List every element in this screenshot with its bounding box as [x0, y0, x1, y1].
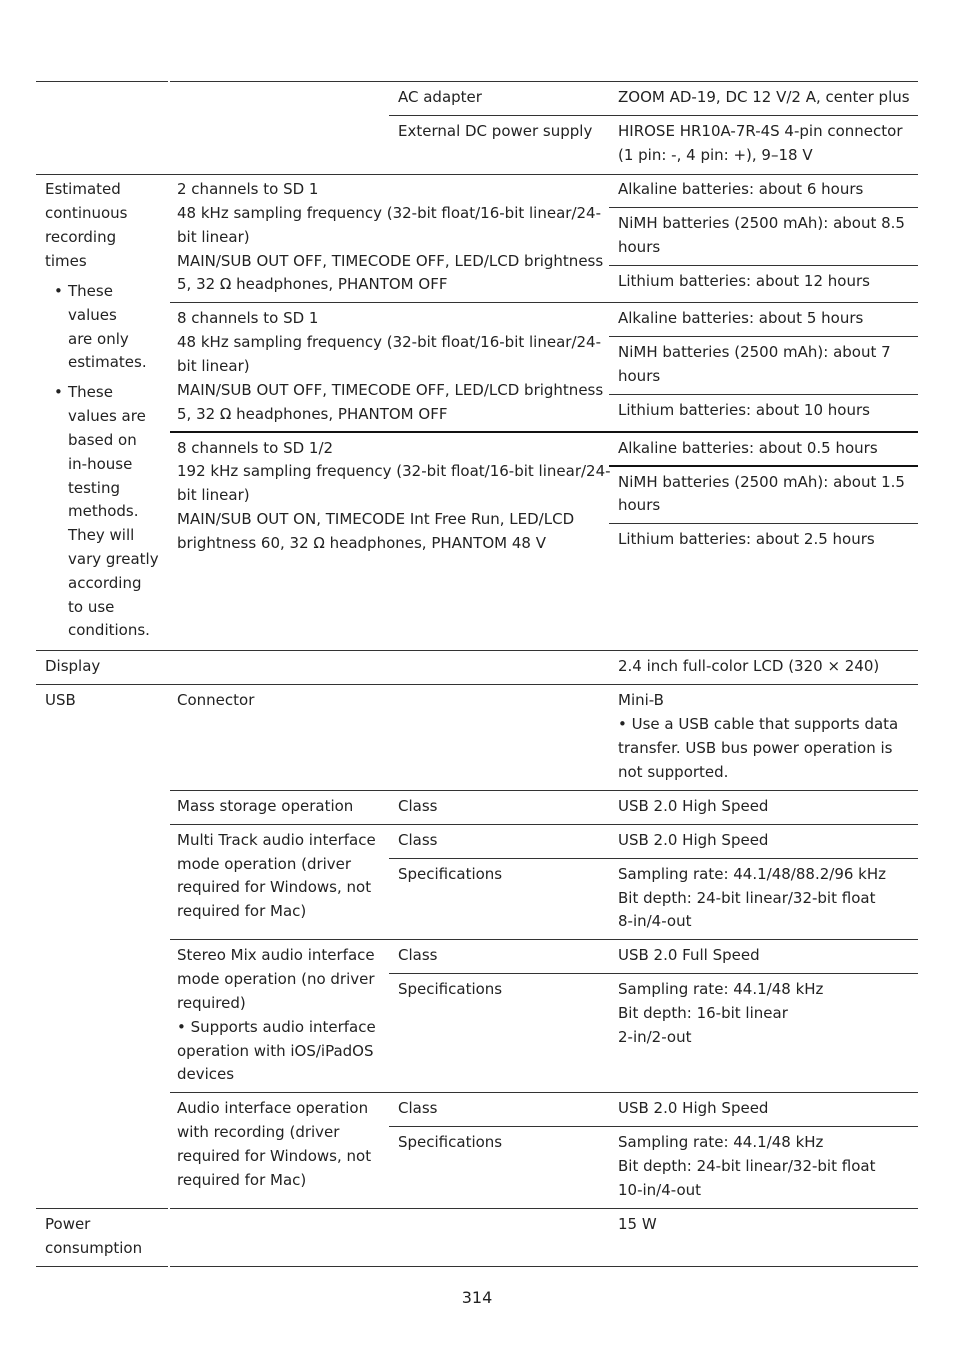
rec-if-label: with recording (driver — [177, 1123, 340, 1141]
row-divider — [170, 1092, 918, 1093]
multitrack-label: required for Mac) — [177, 902, 307, 920]
recording-condition: 48 kHz sampling frequency (32-bit float/16-bit linear/24- — [177, 204, 601, 222]
stereomix-label: required) — [177, 994, 246, 1012]
multitrack-label: required for Windows, not — [177, 878, 372, 896]
row-divider — [609, 207, 918, 208]
lithium-time: Lithium batteries: about 12 hours — [618, 272, 870, 290]
lithium-time: Lithium batteries: about 10 hours — [618, 401, 870, 419]
multitrack-label: mode operation (driver — [177, 855, 352, 873]
recording-condition: brightness 60, 32 Ω headphones, PHANTOM 48 V — [177, 534, 546, 552]
row-divider — [609, 336, 918, 337]
row-divider — [36, 1208, 168, 1209]
recording-condition: 8 channels to SD 1 — [177, 309, 319, 327]
row-divider — [609, 465, 918, 467]
row-divider — [609, 394, 918, 395]
usb-connector-value: Mini-B — [618, 691, 664, 709]
row-divider — [609, 523, 918, 524]
rec-if-spec-value: Bit depth: 24-bit linear/32-bit float — [618, 1157, 876, 1175]
recording-times-note-2: testing — [68, 479, 121, 497]
row-divider — [389, 1126, 918, 1127]
row-divider — [170, 824, 918, 825]
row-divider — [389, 115, 918, 116]
rec-if-class-value: USB 2.0 High Speed — [618, 1099, 769, 1117]
rec-if-label: required for Mac) — [177, 1171, 307, 1189]
stereomix-spec-label: Specifications — [398, 980, 503, 998]
row-divider — [170, 939, 918, 940]
recording-condition: MAIN/SUB OUT OFF, TIMECODE OFF, LED/LCD brightness — [177, 252, 604, 270]
nimh-time: hours — [618, 367, 661, 385]
recording-times-note-2: values are — [68, 407, 146, 425]
recording-times-label: recording — [45, 228, 117, 246]
recording-condition: 8 channels to SD 1/2 — [177, 439, 334, 457]
recording-condition: bit linear) — [177, 357, 250, 375]
usb-connector-note: not supported. — [618, 763, 729, 781]
multitrack-spec-value: 8-in/4-out — [618, 912, 692, 930]
recording-condition: 192 kHz sampling frequency (32-bit float/16-bit linear/24- — [177, 462, 611, 480]
mass-storage-label: Mass storage operation — [177, 797, 354, 815]
usb-connector-note: transfer. USB bus power operation is — [618, 739, 893, 757]
row-divider — [170, 431, 918, 433]
recording-condition: MAIN/SUB OUT OFF, TIMECODE OFF, LED/LCD brightness — [177, 381, 604, 399]
alkaline-time: Alkaline batteries: about 0.5 hours — [618, 439, 878, 457]
rec-if-spec-label: Specifications — [398, 1133, 503, 1151]
page-number: 314 — [461, 1288, 493, 1307]
multitrack-spec-label: Specifications — [398, 865, 503, 883]
recording-times-note-2: in-house — [68, 455, 133, 473]
row-divider — [36, 174, 918, 175]
stereomix-note: operation with iOS/iPadOS — [177, 1042, 374, 1060]
recording-times-note-2: methods. — [68, 502, 139, 520]
ac-adapter-value: ZOOM AD-19, DC 12 V/2 A, center plus — [618, 88, 910, 106]
row-divider — [609, 265, 918, 266]
usb-label: USB — [45, 691, 76, 709]
recording-times-note-2: They will — [68, 526, 135, 544]
recording-condition: MAIN/SUB OUT ON, TIMECODE Int Free Run, LED/LCD — [177, 510, 575, 528]
stereomix-class-label: Class — [398, 946, 438, 964]
table-bottom-rule-col1 — [36, 1266, 168, 1267]
rec-if-label: required for Windows, not — [177, 1147, 372, 1165]
row-divider — [36, 650, 918, 651]
row-divider — [389, 858, 918, 859]
stereomix-spec-value: 2-in/2-out — [618, 1028, 692, 1046]
display-value: 2.4 inch full-color LCD (320 × 240) — [618, 657, 880, 675]
ext-dc-value: (1 pin: -, 4 pin: +), 9–18 V — [618, 146, 813, 164]
recording-condition: bit linear) — [177, 228, 250, 246]
stereomix-label: mode operation (no driver — [177, 970, 375, 988]
table-top-rule-col1 — [36, 81, 168, 82]
nimh-time: hours — [618, 496, 661, 514]
recording-condition: 5, 32 Ω headphones, PHANTOM OFF — [177, 405, 448, 423]
rec-if-spec-value: Sampling rate: 44.1/48 kHz — [618, 1133, 824, 1151]
recording-condition: 5, 32 Ω headphones, PHANTOM OFF — [177, 275, 448, 293]
recording-times-note-2: conditions. — [68, 621, 150, 639]
recording-times-note-2: according — [68, 574, 142, 592]
row-divider — [36, 684, 918, 685]
recording-times-note-2: vary greatly — [68, 550, 159, 568]
stereomix-spec-value: Sampling rate: 44.1/48 kHz — [618, 980, 824, 998]
recording-times-note-1: are only — [68, 330, 129, 348]
recording-condition: 2 channels to SD 1 — [177, 180, 319, 198]
usb-connector-note: • Use a USB cable that supports data — [618, 715, 899, 733]
multitrack-class-value: USB 2.0 High Speed — [618, 831, 769, 849]
table-bottom-rule-rest — [170, 1266, 918, 1267]
rec-if-class-label: Class — [398, 1099, 438, 1117]
recording-times-note-1: • These — [68, 279, 113, 303]
stereomix-note: devices — [177, 1065, 235, 1083]
stereomix-spec-value: Bit depth: 16-bit linear — [618, 1004, 788, 1022]
recording-condition: 48 kHz sampling frequency (32-bit float/16-bit linear/24- — [177, 333, 601, 351]
multitrack-label: Multi Track audio interface — [177, 831, 376, 849]
power-consumption-label: Power — [45, 1215, 91, 1233]
ac-adapter-label: AC adapter — [398, 88, 482, 106]
nimh-time: NiMH batteries (2500 mAh): about 8.5 — [618, 214, 905, 232]
display-label: Display — [45, 657, 101, 675]
nimh-time: NiMH batteries (2500 mAh): about 7 — [618, 343, 891, 361]
recording-times-note-2: based on — [68, 431, 137, 449]
nimh-time: hours — [618, 238, 661, 256]
stereomix-note: • Supports audio interface — [177, 1018, 376, 1036]
row-divider — [170, 790, 918, 791]
power-consumption-value: 15 W — [618, 1215, 657, 1233]
mass-storage-class-label: Class — [398, 797, 438, 815]
stereomix-class-value: USB 2.0 Full Speed — [618, 946, 760, 964]
recording-times-label: times — [45, 252, 87, 270]
usb-connector-label: Connector — [177, 691, 255, 709]
multitrack-spec-value: Bit depth: 24-bit linear/32-bit float — [618, 889, 876, 907]
recording-times-note-1: values — [68, 306, 117, 324]
recording-times-label: continuous — [45, 204, 128, 222]
multitrack-spec-value: Sampling rate: 44.1/48/88.2/96 kHz — [618, 865, 887, 883]
recording-times-label: Estimated — [45, 180, 121, 198]
row-divider — [389, 973, 918, 974]
row-divider — [170, 302, 918, 303]
rec-if-spec-value: 10-in/4-out — [618, 1181, 702, 1199]
alkaline-time: Alkaline batteries: about 5 hours — [618, 309, 864, 327]
recording-times-note-2: • These — [68, 380, 113, 404]
mass-storage-class-value: USB 2.0 High Speed — [618, 797, 769, 815]
recording-times-note-1: estimates. — [68, 353, 147, 371]
stereomix-label: Stereo Mix audio interface — [177, 946, 375, 964]
table-top-rule-rest — [170, 81, 918, 82]
multitrack-class-label: Class — [398, 831, 438, 849]
lithium-time: Lithium batteries: about 2.5 hours — [618, 530, 875, 548]
alkaline-time: Alkaline batteries: about 6 hours — [618, 180, 864, 198]
row-divider — [170, 1208, 918, 1209]
ext-dc-label: External DC power supply — [398, 122, 593, 140]
nimh-time: NiMH batteries (2500 mAh): about 1.5 — [618, 473, 905, 491]
rec-if-label: Audio interface operation — [177, 1099, 369, 1117]
recording-condition: bit linear) — [177, 486, 250, 504]
power-consumption-label: consumption — [45, 1239, 143, 1257]
recording-times-note-2: to use — [68, 598, 115, 616]
ext-dc-value: HIROSE HR10A-7R-4S 4-pin connector — [618, 122, 903, 140]
